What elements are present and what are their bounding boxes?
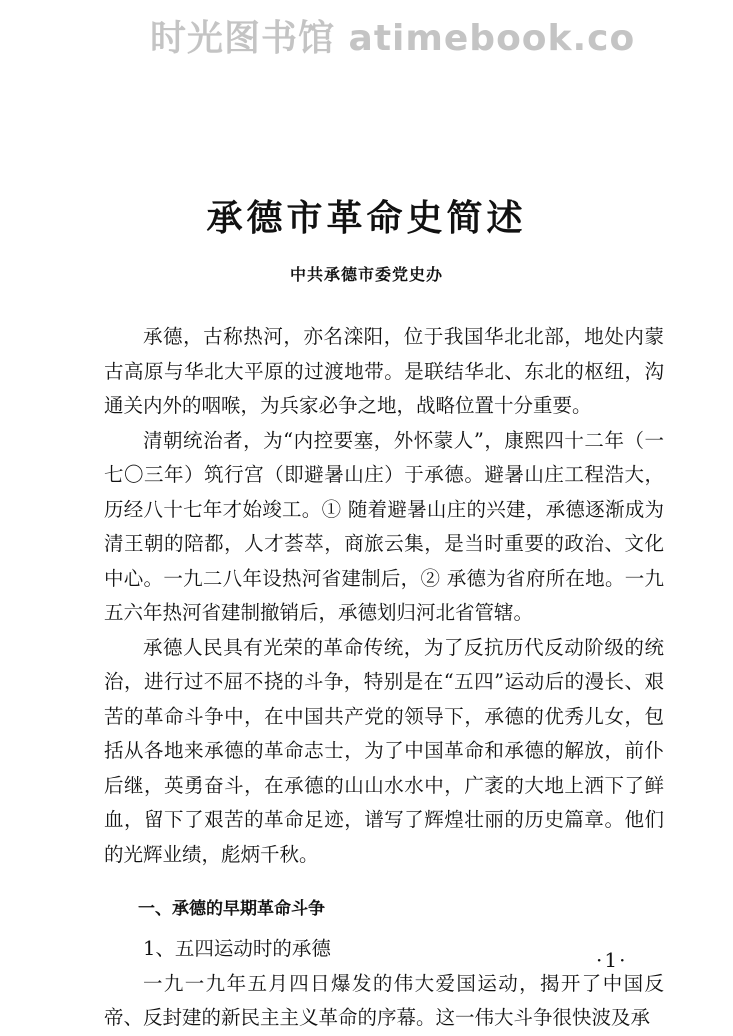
paragraph-revolution: 承德人民具有光荣的革命传统，为了反抗历代反动阶级的统治，进行过不屈不挠的斗争，特别是在“五四”运动后的漫长、艰苦的革命斗争中，在中国共产党的领导下，承德的优秀儿女，包括从各地来承德的革命志士，为了中国革命和承德的解放，前仆后继，英勇奋斗，在承德的山山水水中，广袤的大地上洒下了鲜血，留下了艰苦的革命足迹，谱写了辉煌壮丽的历史篇章。他们的光辉业绩，彪炳千秋。	[104, 635, 664, 866]
page-number: ·1·	[596, 948, 628, 972]
paragraph-qing: 清朝统治者，为“内控要塞，外怀蒙人”，康熙四十二年（一七〇三年）筑行宫（即避暑山庄）于承德。避暑山庄工程浩大，历经八十七年才始竣工。① 随着避暑山庄的兴建，承德逐渐成为清王朝的陪都，人才荟萃，商旅云集，是当时重要的政治、文化中心。一九二八年设热河省建制后，② 承德为省府所在地。一九五六年热河省建制撤销后，承德划归河北省管辖。	[104, 428, 664, 624]
paragraph-intro: 承德，古称热河，亦名滦阳，位于我国华北北部，地处内蒙古高原与华北大平原的过渡地带。是联结华北、东北的枢纽，沟通关内外的咽喉，为兵家必争之地，战略位置十分重要。	[104, 325, 664, 417]
article-author: 中共承德市委党史办	[289, 265, 443, 284]
subsection-heading: 1、五四运动时的承德	[143, 937, 331, 960]
watermark-text: 时光图书馆 atimebook.co	[150, 18, 636, 59]
article-title: 承德市革命史简述	[206, 197, 527, 239]
section-heading: 一、承德的早期革命斗争	[138, 899, 325, 919]
paragraph-may-fourth: 一九一九年五月四日爆发的伟大爱国运动，揭开了中国反帝、反封建的新民主主义革命的序幕。这一伟大斗争很快波及承	[104, 971, 664, 1029]
article-body	[104, 320, 664, 1036]
